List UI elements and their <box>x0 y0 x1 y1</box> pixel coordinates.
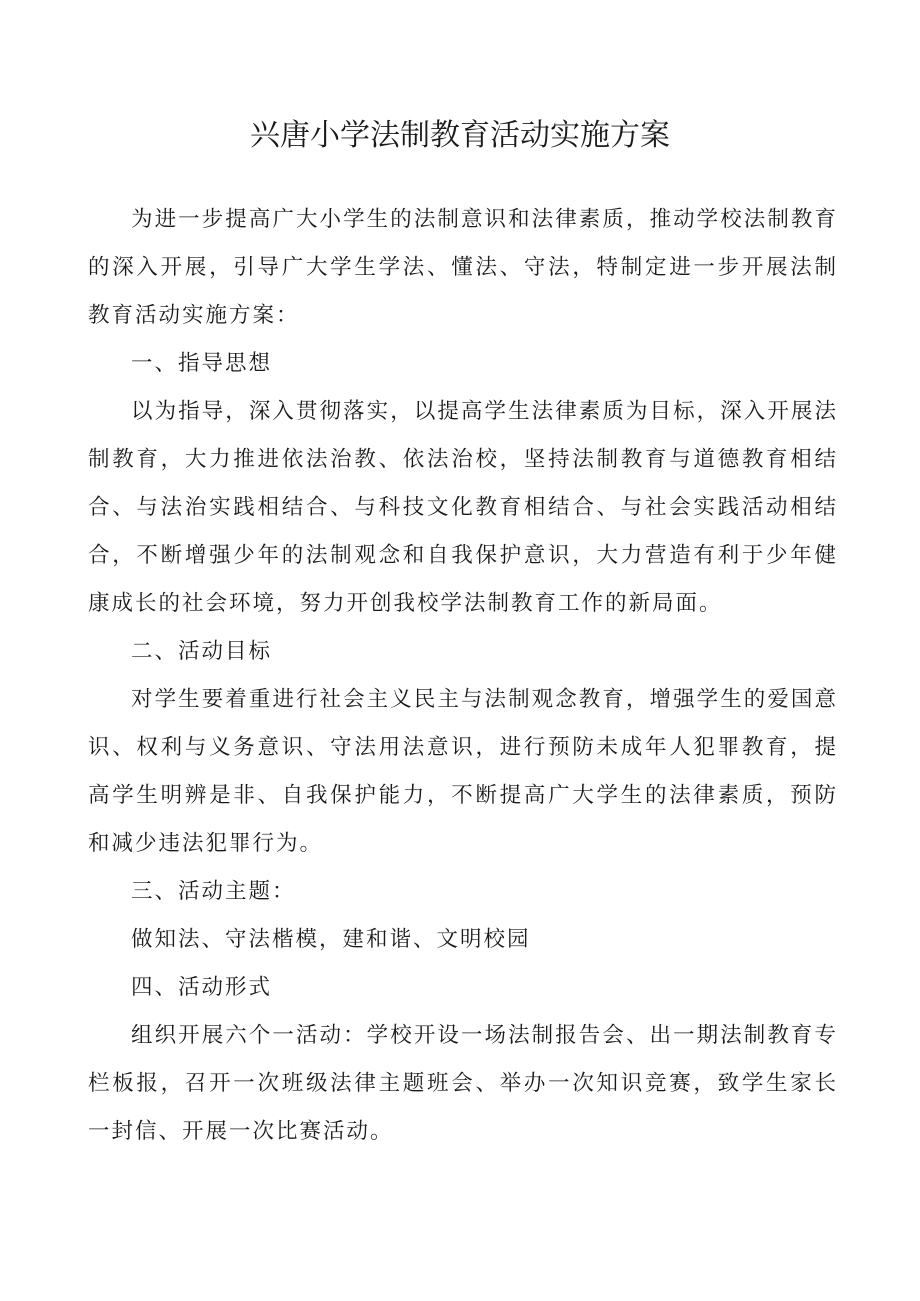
intro-paragraph: 为进一步提高广大小学生的法制意识和法律素质，推动学校法制教育的深入开展，引导广大学生学法、懂法、守法，特制定进一步开展法制教育活动实施方案： <box>88 207 838 328</box>
section-body-activity-form: 组织开展六个一活动：学校开设一场法制报告会、出一期法制教育专栏板报，召开一次班级法律主题班会、举办一次知识竞赛，致学生家长一封信、开展一次比赛活动。 <box>88 1023 838 1144</box>
section-heading-activity-goals: 二、活动目标 <box>131 639 273 664</box>
section-heading-activity-theme: 三、活动主题： <box>131 879 296 904</box>
document-title: 兴唐小学法制教育活动实施方案 <box>250 118 670 153</box>
section-body-guiding-ideology: 以为指导，深入贯彻落实，以提高学生法律素质为目标，深入开展法制教育，大力推进依法治教、依法治校，坚持法制教育与道德教育相结合、与法治实践相结合、与科技文化教育相结合、与社会实践活动相结合，不断增强少年的法制观念和自我保护意识，大力营造有利于少年健康成长的社会环境，努力开创我校学法制教育工作的新局面。 <box>88 399 838 616</box>
document-body <box>88 196 838 1156</box>
section-heading-activity-form: 四、活动形式 <box>131 975 273 1000</box>
section-heading-guiding-ideology: 一、指导思想 <box>131 351 273 376</box>
section-body-activity-theme: 做知法、守法楷模，建和谐、文明校园 <box>131 927 531 952</box>
section-body-activity-goals: 对学生要着重进行社会主义民主与法制观念教育，增强学生的爱国意识、权利与义务意识、守法用法意识，进行预防未成年人犯罪教育，提高学生明辨是非、自我保护能力，不断提高广大学生的法律素质，预防和减少违法犯罪行为。 <box>88 687 838 856</box>
